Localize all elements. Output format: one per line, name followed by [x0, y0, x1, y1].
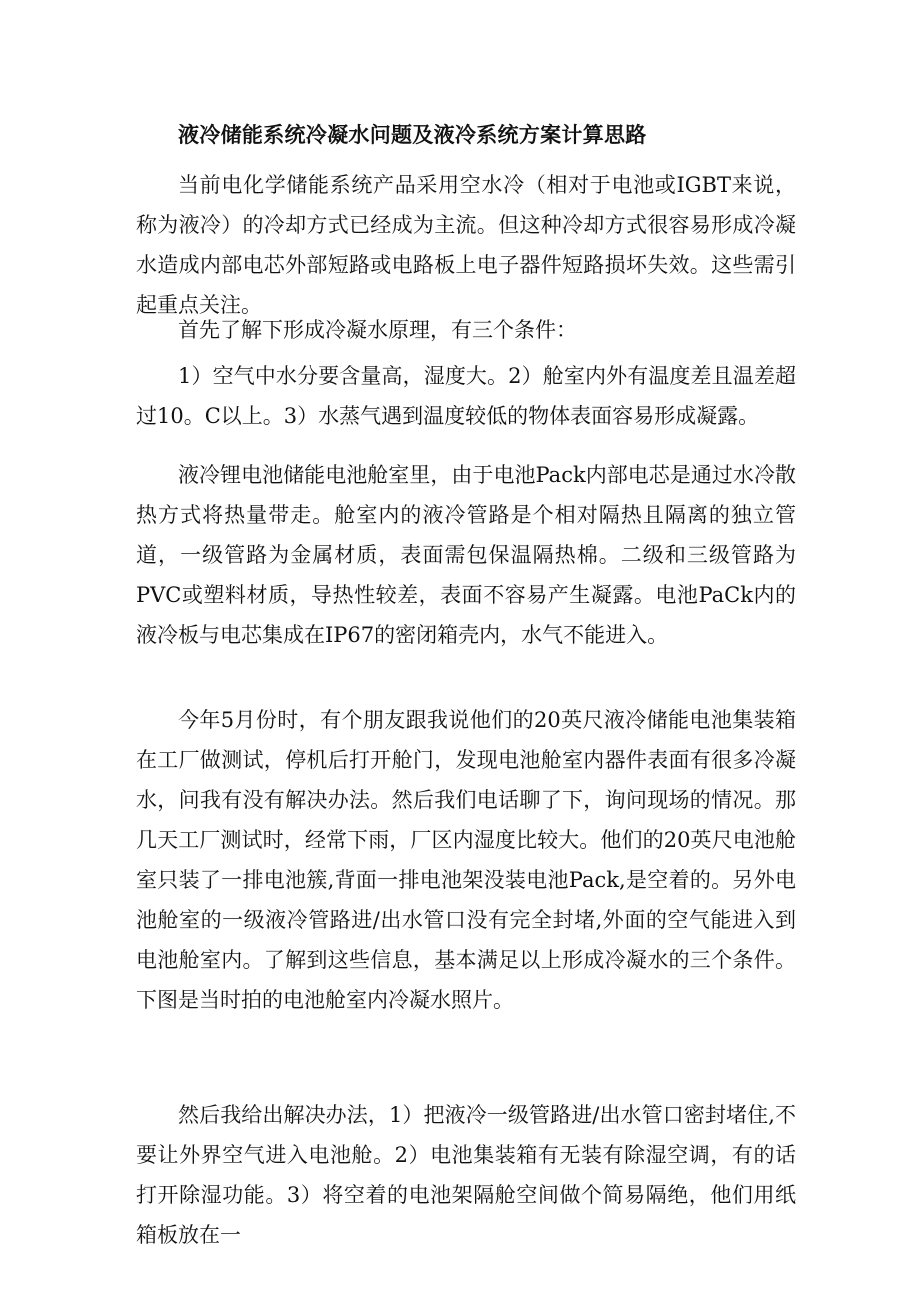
paragraph-conditions: 1）空气中水分要含量高，湿度大。2）舱室内外有温度差且温差超过10。C以上。3）水蒸气遇到温度较低的物体表面容易形成凝露。	[136, 364, 796, 428]
document-title: 液冷储能系统冷凝水问题及液冷系统方案计算思路	[178, 122, 647, 147]
paragraph-case: 今年5月份时，有个朋友跟我说他们的20英尺液冷储能电池集装箱在工厂做测试，停机后打开舱门，发现电池舱室内器件表面有很多冷凝水，问我有没有解决办法。然后我们电话聊了下，询问现场的情况。那几天工厂测试时，经常下雨，厂区内湿度比较大。他们的20英尺电池舱室只装了一排电池簇,背面一排电池架没装电池Pack,是空着的。另外电池舱室的一级液冷管路进/出水管口没有完全封堵,外面的空气能进入到电池舱室内。了解到这些信息，基本满足以上形成冷凝水的三个条件。下图是当时拍的电池舱室内冷凝水照片。	[136, 708, 796, 1012]
paragraph-principle: 首先了解下形成冷凝水原理，有三个条件：	[178, 318, 577, 342]
paragraph-battery-cabin: 液冷锂电池储能电池舱室里，由于电池Pack内部电芯是通过水冷散热方式将热量带走。舱室内的液冷管路是个相对隔热且隔离的独立管道，一级管路为金属材质，表面需包保温隔热棉。二级和三级管路为PVC或塑料材质，导热性较差，表面不容易产生凝露。电池PaCk内的液冷板与电芯集成在IP67的密闭箱壳内，水气不能进入。	[136, 463, 796, 647]
paragraph-solution: 然后我给出解决办法，1）把液冷一级管路进/出水管口密封堵住,不要让外界空气进入电池舱。2）电池集装箱有无装有除湿空调，有的话打开除湿功能。3）将空着的电池架隔舱空间做个简易隔绝，他们用纸箱板放在一	[136, 1103, 796, 1247]
paragraph-intro: 当前电化学储能系统产品采用空水冷（相对于电池或IGBT来说，称为液冷）的冷却方式已经成为主流。但这种冷却方式很容易形成冷凝水造成内部电芯外部短路或电路板上电子器件短路损坏失效。这些需引起重点关注。	[136, 173, 796, 317]
